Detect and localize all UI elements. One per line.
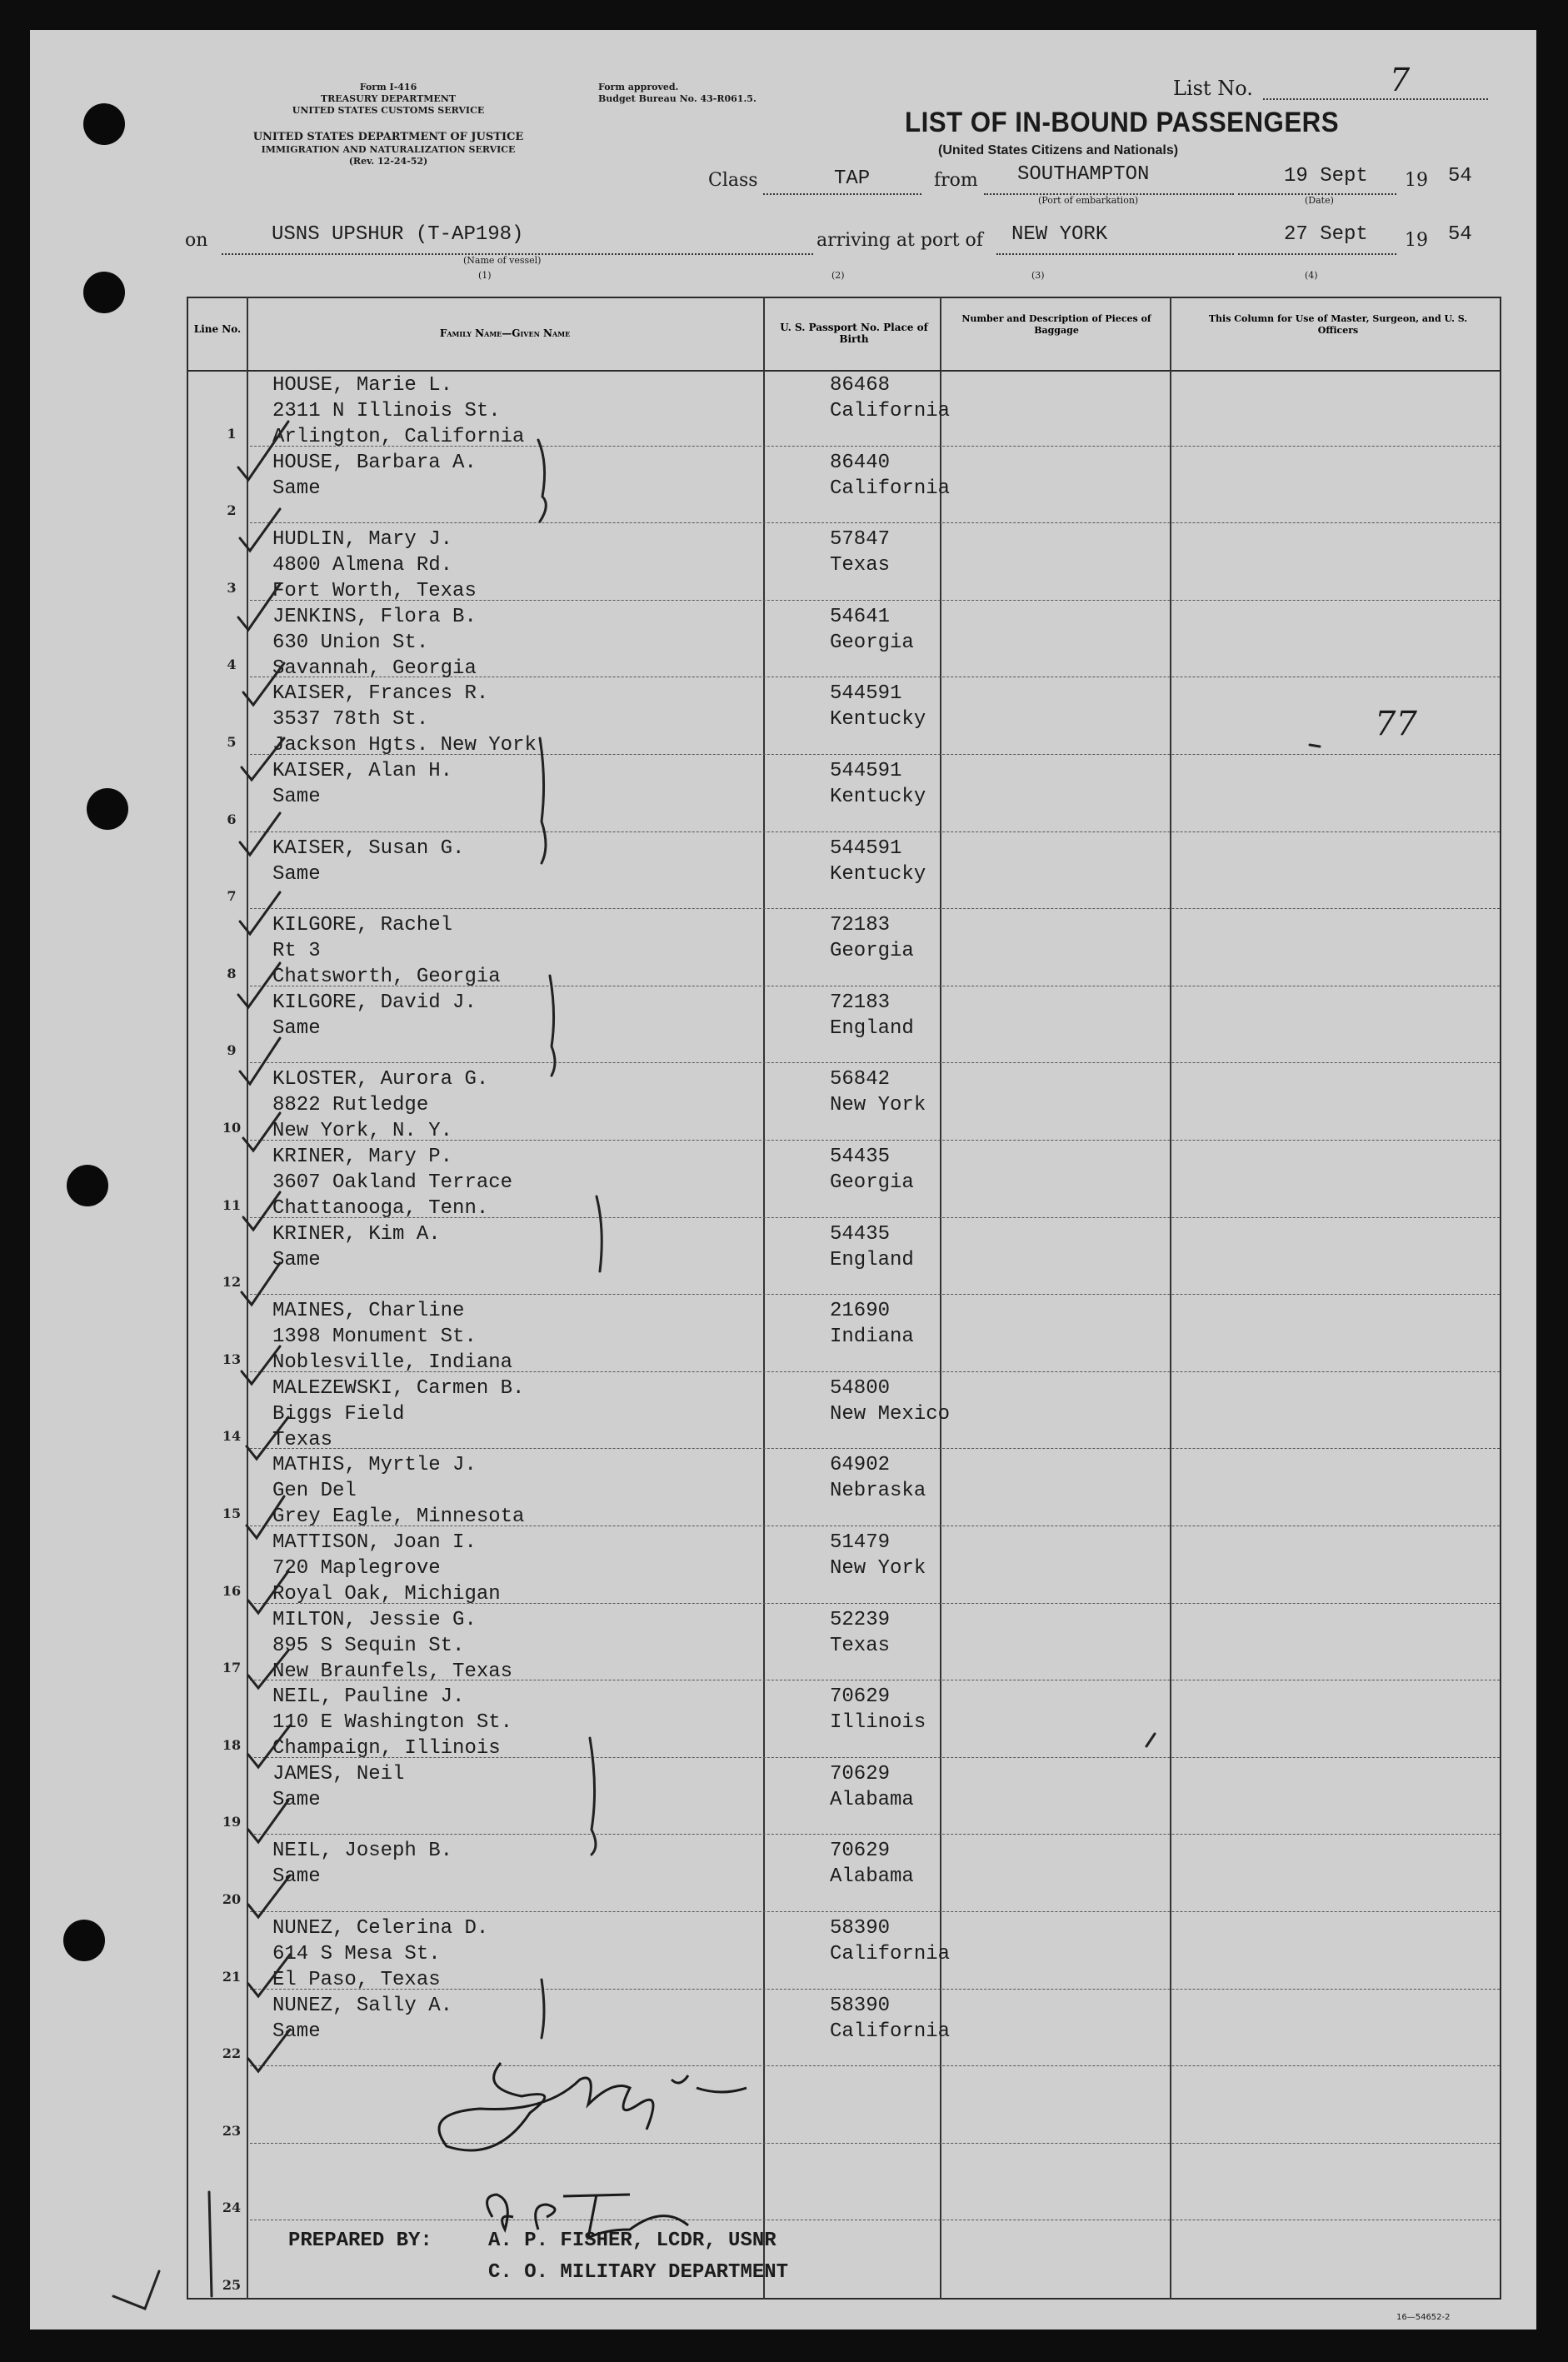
passport-number: 544591: [830, 760, 902, 782]
place-of-birth: Kentucky: [830, 786, 926, 808]
line-number: 3: [227, 579, 237, 596]
treasury-label: TREASURY DEPARTMENT: [320, 93, 457, 104]
passenger-name: NEIL, Pauline J.: [272, 1685, 465, 1709]
dep-year: 54: [1448, 165, 1472, 187]
line-number: 1: [227, 425, 237, 442]
place-of-birth: New York: [830, 1557, 926, 1580]
place-of-birth: California: [830, 400, 951, 422]
passenger-name: MATTISON, Joan I.: [272, 1531, 477, 1554]
arr-year-prefix: 19: [1405, 230, 1428, 251]
page-subtitle: (United States Citizens and Nationals): [938, 143, 1179, 157]
passenger-address: Same: [272, 1788, 321, 1811]
passenger-name: HUDLIN, Mary J.: [272, 528, 453, 552]
passenger-address: Noblesville, Indiana: [272, 1351, 513, 1375]
port-caption: (Port of embarkation): [1038, 195, 1139, 206]
passport-number: 51479: [830, 1531, 891, 1554]
place-of-birth: England: [830, 1016, 914, 1040]
passenger-name: KRINER, Kim A.: [272, 1222, 441, 1246]
line-number: 16: [222, 1582, 242, 1599]
col-header-name: Family Name—Given Name: [439, 327, 571, 339]
line-number: 10: [222, 1120, 242, 1136]
line-number: 20: [222, 1891, 242, 1907]
line-number: 5: [227, 734, 237, 750]
line-number: 8: [227, 965, 237, 981]
line-number: 13: [222, 1351, 242, 1367]
line-number: 9: [227, 1042, 237, 1059]
arr-date: 27 Sept: [1284, 223, 1368, 246]
passenger-address: 110 E Washington St.: [272, 1711, 513, 1735]
page-title: LIST OF IN-BOUND PASSENGERS: [905, 107, 1340, 138]
passport-number: 58390: [830, 1994, 891, 2017]
passenger-address: 8822 Rutledge: [272, 1094, 429, 1117]
place-of-birth: Texas: [830, 554, 891, 577]
passenger-address: 630 Union St.: [272, 631, 429, 654]
col-num-4: (4): [1305, 270, 1318, 281]
passport-number: 544591: [830, 682, 902, 706]
line-number: 4: [227, 657, 237, 673]
passport-number: 58390: [830, 1917, 891, 1940]
passenger-address: 720 Maplegrove: [272, 1557, 441, 1580]
col-header-line: Line No.: [193, 323, 242, 335]
passport-number: 72183: [830, 991, 891, 1014]
printer-number: 16—54652-2: [1396, 2313, 1451, 2322]
passenger-address: Jackson Hgts. New York: [272, 734, 537, 757]
passport-number: 544591: [830, 836, 902, 860]
line-number: 23: [222, 2122, 242, 2139]
place-of-birth: Georgia: [830, 940, 914, 963]
passport-number: 70629: [830, 1685, 891, 1709]
passenger-name: MILTON, Jessie G.: [272, 1608, 477, 1631]
passenger-address: 895 S Sequin St.: [272, 1634, 465, 1657]
line-number: 21: [222, 1968, 242, 1985]
passenger-address: Same: [272, 786, 321, 808]
line-number: 11: [222, 1196, 242, 1213]
prepared-by-dept: C. O. MILITARY DEPARTMENT: [488, 2261, 789, 2284]
passenger-name: KAISER, Frances R.: [272, 682, 489, 706]
date-caption: (Date): [1305, 195, 1334, 206]
place-of-birth: Texas: [830, 1634, 891, 1657]
handwritten-marks: [30, 30, 1536, 2330]
passenger-address: 3607 Oakland Terrace: [272, 1171, 513, 1194]
class-value: TAP: [834, 167, 871, 190]
place-of-birth: Kentucky: [830, 862, 926, 886]
passenger-name: KRINER, Mary P.: [272, 1146, 453, 1168]
line-number: 22: [222, 2045, 242, 2062]
passport-number: 86468: [830, 374, 891, 397]
place-of-birth: England: [830, 1248, 914, 1271]
line-number: 2: [227, 502, 237, 519]
passenger-name: KILGORE, David J.: [272, 991, 477, 1014]
passenger-name: NUNEZ, Celerina D.: [272, 1917, 489, 1940]
passenger-name: MAINES, Charline: [272, 1300, 465, 1323]
place-of-birth: Georgia: [830, 1171, 914, 1194]
on-label: on: [185, 230, 208, 251]
passenger-address: 3537 78th St.: [272, 708, 429, 732]
place-of-birth: Illinois: [830, 1711, 926, 1735]
vessel-caption: (Name of vessel): [463, 255, 542, 266]
arr-year: 54: [1448, 223, 1472, 246]
passenger-address: Rt 3: [272, 940, 321, 963]
place-of-birth: Indiana: [830, 1326, 914, 1349]
document-page: [30, 30, 1536, 2330]
passenger-address: Same: [272, 477, 321, 500]
dep-date: 19 Sept: [1284, 165, 1368, 187]
passenger-address: 2311 N Illinois St.: [272, 400, 501, 422]
place-of-birth: California: [830, 477, 951, 500]
passenger-address: New York, N. Y.: [272, 1120, 453, 1143]
passenger-address: Same: [272, 862, 321, 886]
passenger-address: Champaign, Illinois: [272, 1737, 501, 1760]
class-label: Class: [708, 170, 758, 191]
line-number: 14: [222, 1428, 242, 1445]
passenger-address: 614 S Mesa St.: [272, 1943, 441, 1965]
passenger-address: 4800 Almena Rd.: [272, 554, 453, 577]
passport-number: 70629: [830, 1762, 891, 1785]
form-number: Form I-416: [359, 82, 417, 92]
passenger-name: JENKINS, Flora B.: [272, 605, 477, 628]
passenger-address: Chatsworth, Georgia: [272, 966, 501, 989]
list-no-label: List No.: [1173, 77, 1253, 100]
col-header-officers: This Column for Use of Master, Surgeon, and U. S. Officers: [1208, 313, 1468, 336]
form-approved: Form approved.: [598, 82, 679, 92]
passenger-name: MALEZEWSKI, Carmen B.: [272, 1376, 525, 1400]
passenger-address: Royal Oak, Michigan: [272, 1583, 501, 1605]
line-number: 15: [222, 1506, 242, 1521]
place-of-birth: Alabama: [830, 1865, 914, 1889]
justice-label: UNITED STATES DEPARTMENT OF JUSTICE: [252, 131, 524, 143]
passenger-name: KLOSTER, Aurora G.: [272, 1068, 489, 1091]
passport-number: 70629: [830, 1840, 891, 1863]
passenger-address: Grey Eagle, Minnesota: [272, 1506, 525, 1529]
col-header-passport: U. S. Passport No. Place of Birth: [780, 322, 928, 345]
line-number: 17: [222, 1660, 242, 1676]
ins-label: IMMIGRATION AND NATURALIZATION SERVICE: [261, 144, 516, 155]
customs-label: UNITED STATES CUSTOMS SERVICE: [292, 105, 485, 116]
vessel-name: USNS UPSHUR (T-AP198): [272, 223, 524, 246]
from-label: from: [934, 170, 978, 191]
passport-number: 54800: [830, 1376, 891, 1400]
passenger-address: Gen Del: [272, 1480, 357, 1503]
passport-number: 56842: [830, 1068, 891, 1091]
passport-number: 57847: [830, 528, 891, 552]
line-number: 7: [227, 888, 237, 905]
col-num-3: (3): [1031, 270, 1045, 281]
line-number: 24: [222, 2200, 242, 2216]
place-of-birth: Alabama: [830, 1788, 914, 1811]
passenger-name: KAISER, Alan H.: [272, 760, 453, 782]
place-of-birth: California: [830, 2020, 951, 2043]
col-header-baggage: Number and Description of Pieces of Baggage: [961, 313, 1151, 336]
passenger-name: JAMES, Neil: [272, 1762, 405, 1785]
passenger-name: MATHIS, Myrtle J.: [272, 1454, 477, 1477]
col-num-2: (2): [831, 270, 845, 281]
passenger-address: 1398 Monument St.: [272, 1326, 477, 1349]
list-no-value: 7: [1390, 62, 1411, 98]
passenger-address: Fort Worth, Texas: [272, 580, 477, 603]
passenger-name: HOUSE, Barbara A.: [272, 451, 477, 474]
passenger-address: Same: [272, 1248, 321, 1271]
passport-number: 21690: [830, 1300, 891, 1323]
baggage-annotation: 77: [1375, 705, 1417, 743]
passport-number: 52239: [830, 1608, 891, 1631]
passport-number: 54641: [830, 605, 891, 628]
prepared-by-name: A. P. FISHER, LCDR, USNR: [488, 2230, 777, 2252]
dep-year-prefix: 19: [1405, 170, 1428, 191]
passenger-address: Texas: [272, 1428, 333, 1451]
passport-number: 86440: [830, 451, 891, 474]
passport-number: 54435: [830, 1222, 891, 1246]
line-number: 18: [222, 1736, 242, 1753]
passport-number: 72183: [830, 914, 891, 937]
passenger-address: Same: [272, 2020, 321, 2043]
passenger-address: Same: [272, 1865, 321, 1889]
col-num-1: (1): [478, 270, 492, 281]
from-value: SOUTHAMPTON: [1017, 163, 1150, 186]
line-number: 19: [222, 1814, 242, 1830]
arrival-port: NEW YORK: [1011, 223, 1108, 246]
place-of-birth: Kentucky: [830, 708, 926, 732]
passenger-name: NUNEZ, Sally A.: [272, 1994, 453, 2017]
budget-bureau: Budget Bureau No. 43-R061.5.: [598, 93, 757, 104]
passport-number: 54435: [830, 1146, 891, 1168]
passenger-address: Savannah, Georgia: [272, 657, 477, 680]
passenger-name: NEIL, Joseph B.: [272, 1840, 453, 1863]
place-of-birth: Nebraska: [830, 1480, 926, 1503]
passenger-address: Chattanooga, Tenn.: [272, 1197, 489, 1220]
place-of-birth: New Mexico: [830, 1402, 951, 1426]
passenger-name: HOUSE, Marie L.: [272, 374, 453, 397]
place-of-birth: Georgia: [830, 631, 914, 654]
passenger-address: Arlington, California: [272, 426, 525, 448]
line-number: 6: [227, 811, 237, 827]
line-number: 25: [222, 2277, 242, 2293]
rev-label: (Rev. 12-24-52): [348, 156, 428, 167]
place-of-birth: New York: [830, 1094, 926, 1117]
prepared-by-label: PREPARED BY:: [288, 2230, 432, 2252]
passenger-name: KAISER, Susan G.: [272, 836, 465, 860]
arriving-label: arriving at port of: [816, 230, 983, 251]
passport-number: 64902: [830, 1454, 891, 1477]
passenger-address: Biggs Field: [272, 1402, 405, 1426]
place-of-birth: California: [830, 1943, 951, 1965]
passenger-name: KILGORE, Rachel: [272, 914, 453, 937]
passenger-address: El Paso, Texas: [272, 1969, 441, 1991]
passenger-address: Same: [272, 1016, 321, 1040]
passenger-address: New Braunfels, Texas: [272, 1660, 513, 1683]
line-number: 12: [222, 1274, 242, 1291]
